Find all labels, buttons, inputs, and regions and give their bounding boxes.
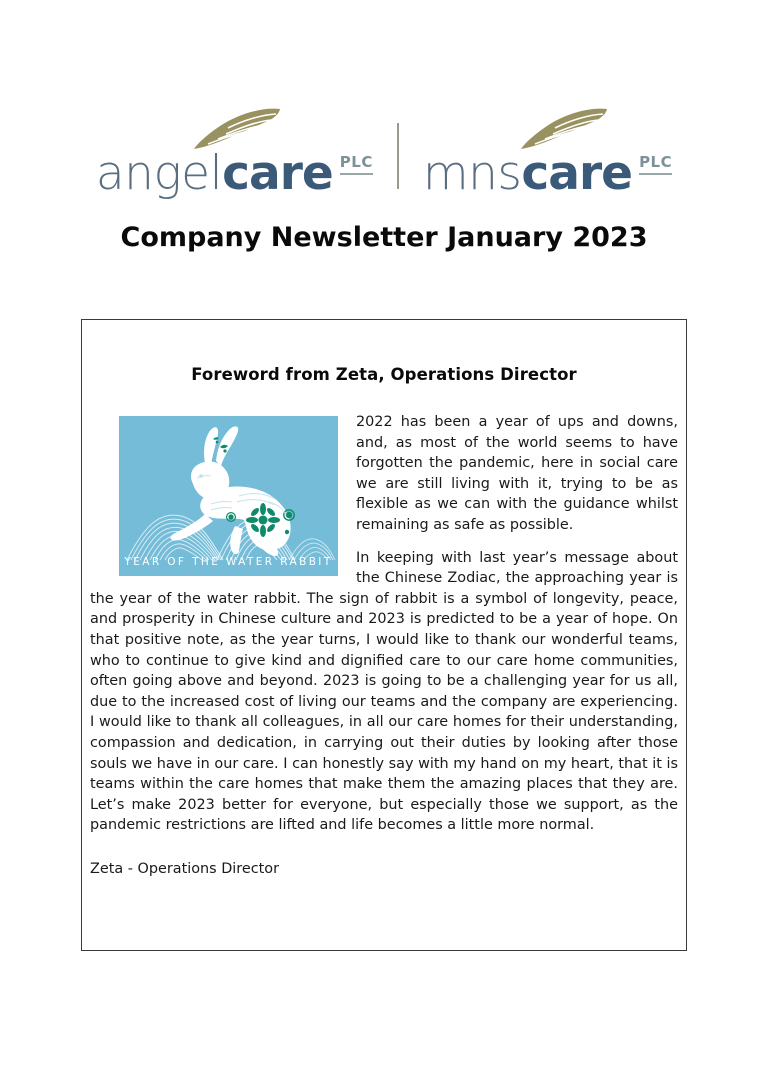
logo-plc-suffix: PLC <box>340 155 373 175</box>
angelcare-plc-logo <box>96 91 373 203</box>
page-title: Company Newsletter January 2023 <box>120 222 648 253</box>
logo-band <box>0 88 768 203</box>
foreword-article-box <box>81 319 687 951</box>
foreword-body <box>82 412 686 879</box>
logo-light-text: mns <box>422 146 522 201</box>
year-of-water-rabbit-image <box>119 416 338 576</box>
logo-plc-suffix: PLC <box>639 155 672 175</box>
paragraph-2: In keeping with last year’s message about the Chinese Zodiac, the approaching year is the year of the water rabbit. The sign of rabbit is a symbol of longevity, peace, and prosperity in Chinese culture and 2023 is predicted to be a year of hope. On that positive note, as the year turns, I would like to thank our wonderful teams, who to continue to give kind and dignified care to our care home communities, often going above and beyond. 2023 is going to be a challenging year for us all, due to the increased cost of living our teams and the company are experiencing. I would like to thank all colleagues, in all our care homes for their understanding, compassion and dedication, in carrying out their duties by looking after those souls we have in our care. I can honestly say with my hand on my heart, that it is teams within the care homes that make them the amazing places that they are. Let’s make 2023 better for everyone, but especially those we support, as the pandemic restrictions are lifted and life becomes a little more normal. <box>90 549 678 834</box>
figure-caption: YEAR OF THE WATER RABBIT <box>124 556 333 568</box>
logo-light-text: angel <box>95 146 223 201</box>
rabbit-illustration <box>119 416 338 576</box>
foreword-heading: Foreword from Zeta, Operations Director <box>191 365 577 384</box>
paragraph-1: 2022 has been a year of ups and downs, and, as most of the world seems to have forgotten the pandemic, here in social care we are still living with it, trying to be as flexible as we can with the guidance whilst remaining as safe as possible. <box>356 414 678 533</box>
signature-line: Zeta - Operations Director <box>90 860 280 877</box>
logo-dark-text: care <box>222 146 333 201</box>
logo-dark-text: care <box>521 146 633 201</box>
mnscare-plc-logo <box>423 91 672 203</box>
mnscare-wordmark <box>422 146 673 201</box>
angelcare-wordmark <box>95 146 373 201</box>
logo-divider <box>397 123 399 189</box>
